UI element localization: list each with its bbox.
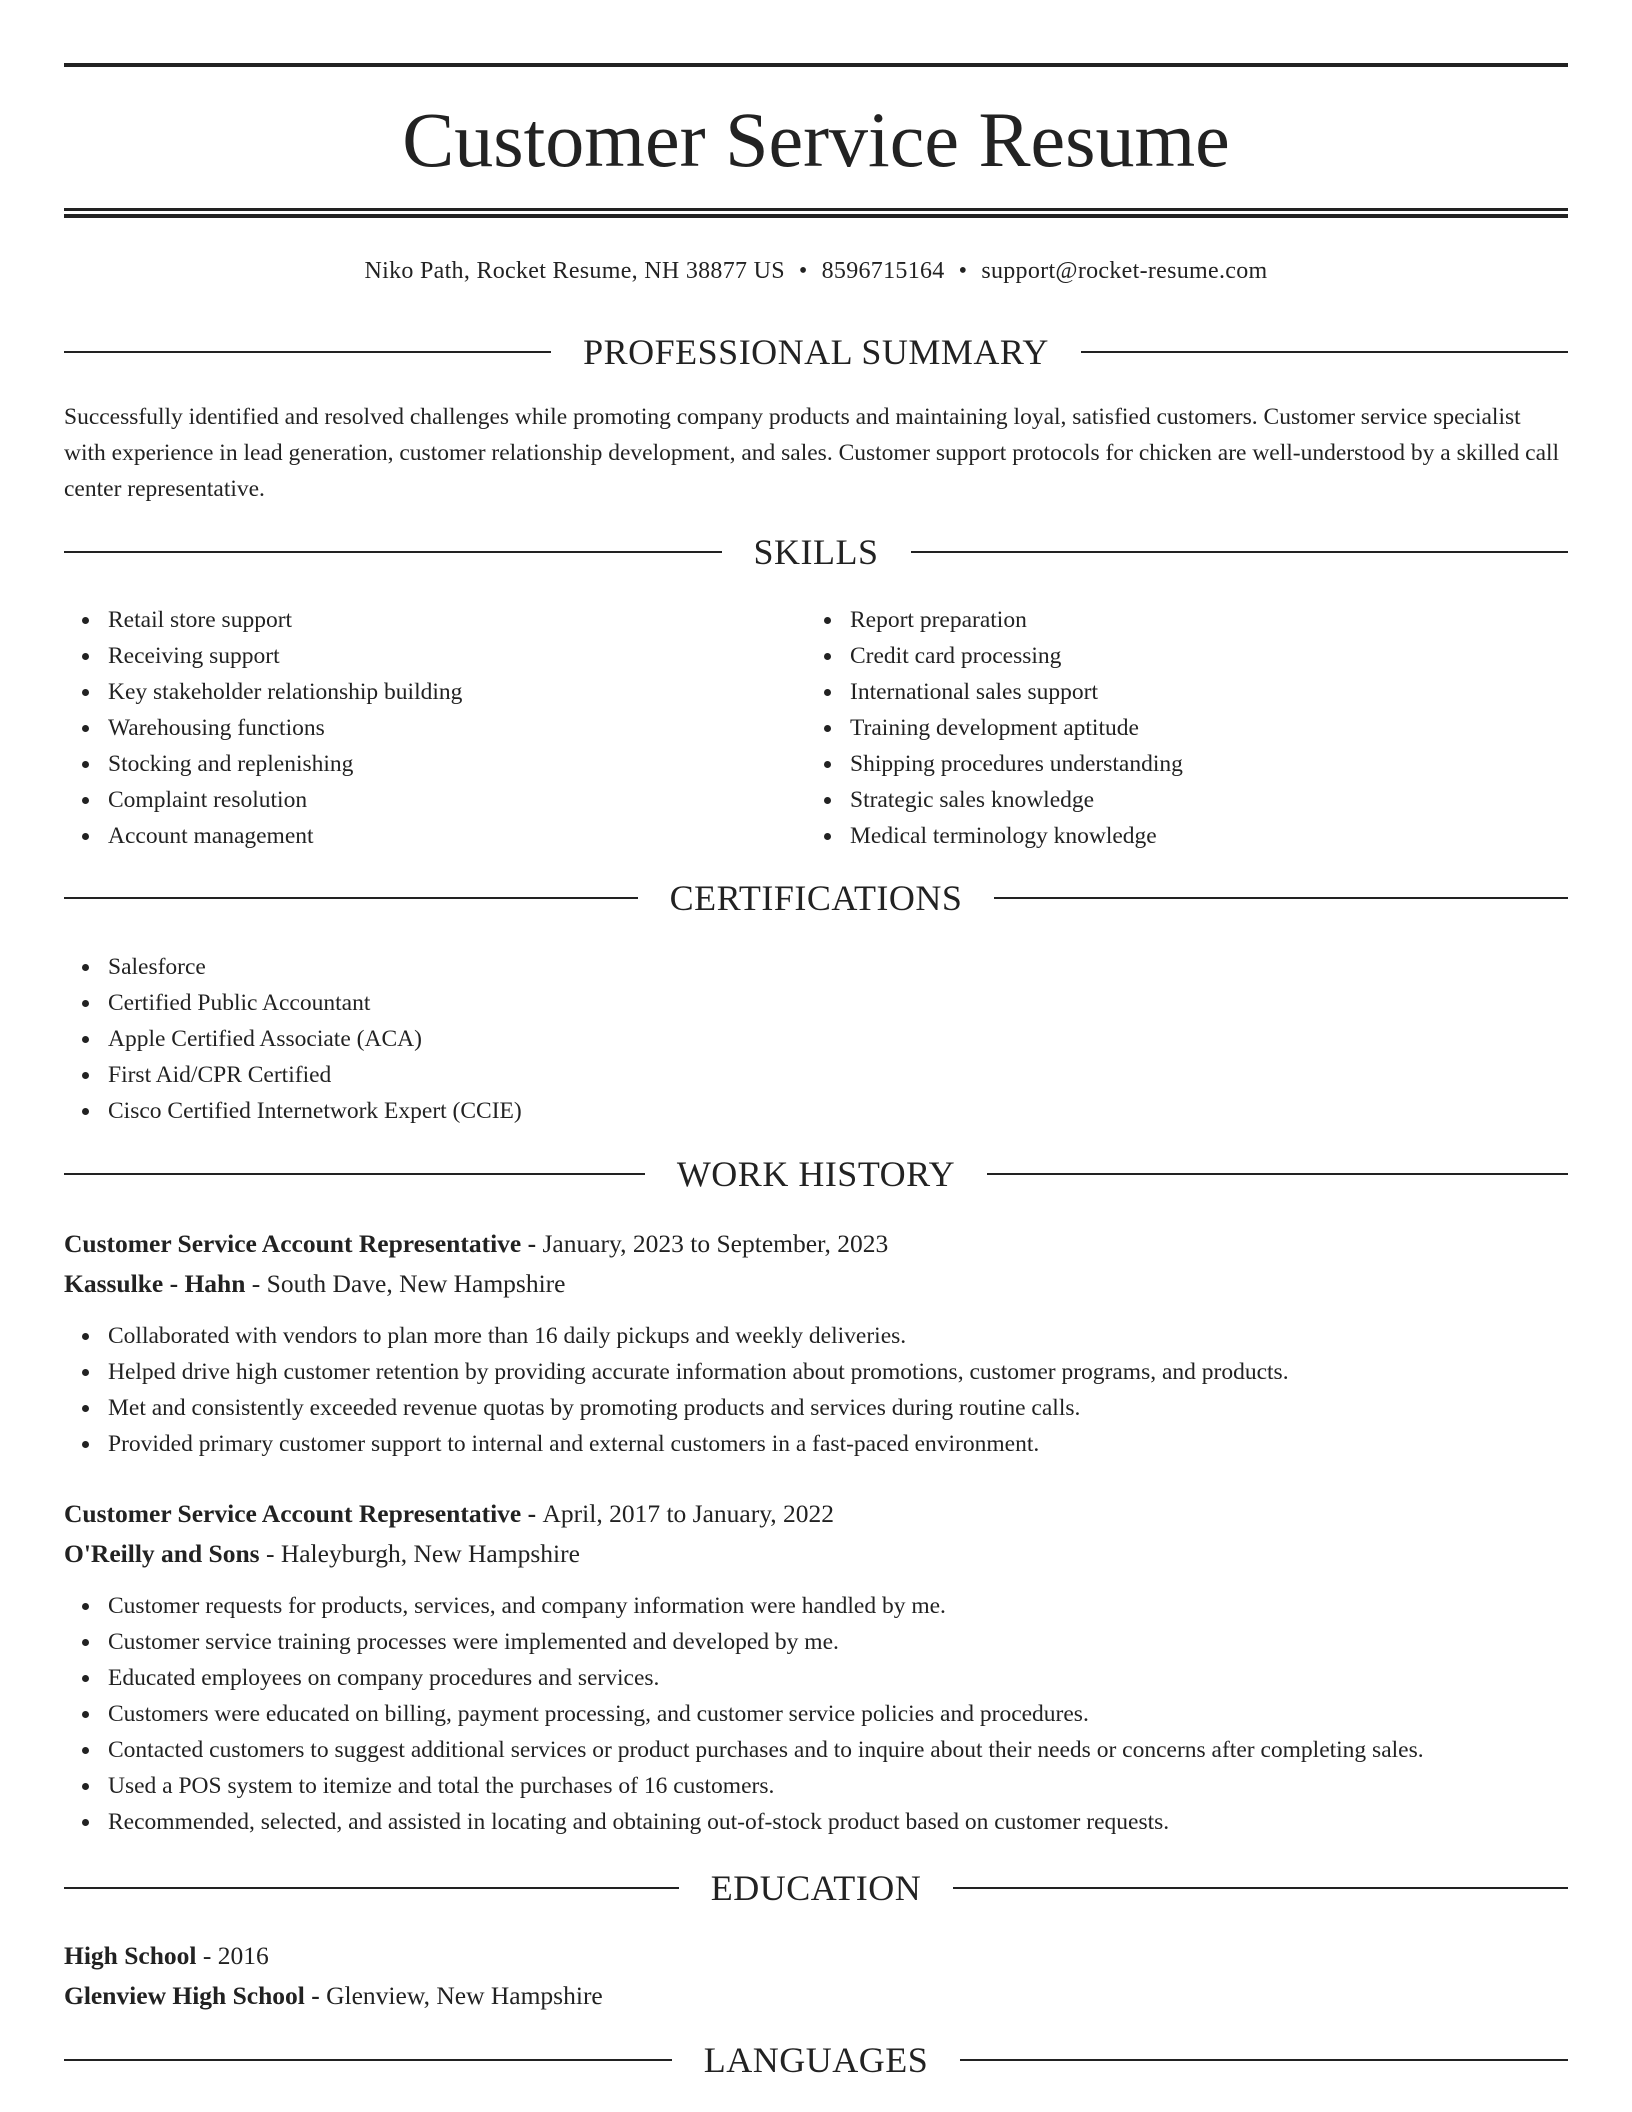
- heading-rule: [953, 1887, 1568, 1889]
- job-duties-list: [64, 1318, 1568, 1462]
- contact-email: support@rocket-resume.com: [981, 258, 1268, 284]
- heading-rule: [64, 1887, 679, 1889]
- job-duty-item: Provided primary customer support to internal and external customers in a fast-paced environment.: [64, 1426, 1568, 1462]
- contact-line: [64, 254, 1568, 288]
- heading-rule: [960, 2059, 1568, 2061]
- skill-item: Report preparation: [806, 602, 1566, 638]
- heading-rule: [64, 351, 551, 353]
- work-history-heading-label: WORK HISTORY: [676, 1154, 956, 1194]
- certification-item: Certified Public Accountant: [64, 985, 1568, 1021]
- certifications-heading-label: CERTIFICATIONS: [669, 878, 963, 918]
- top-rule: [64, 63, 1568, 67]
- education-year: 2016: [217, 1941, 269, 1970]
- summary-text: Successfully identified and resolved challenges while promoting company products and maintaining loyal, satisfied customers. Customer service specialist with experience in lead generation, customer relationship development, and sales. Customer support protocols for chicken are well-understood by a skilled call center representative.: [64, 404, 1560, 502]
- contact-separator: •: [798, 258, 808, 284]
- certification-item: Salesforce: [64, 949, 1568, 985]
- job-company-line: Kassulke - Hahn - South Dave, New Hampshire: [64, 1269, 566, 1298]
- skill-item: Shipping procedures understanding: [806, 746, 1566, 782]
- certifications-list: [64, 949, 1568, 1129]
- job-company-line: O'Reilly and Sons - Haleyburgh, New Hampshire: [64, 1539, 580, 1568]
- skill-item: Medical terminology knowledge: [806, 818, 1566, 854]
- education-school-line: Glenview High School - Glenview, New Hampshire: [64, 1981, 603, 2010]
- heading-rule: [64, 551, 722, 553]
- education-heading-label: EDUCATION: [710, 1868, 922, 1908]
- education-school: Glenview High School: [64, 1981, 305, 2010]
- summary-heading: [64, 330, 1568, 374]
- job-duty-item: Customer service training processes were implemented and developed by me.: [64, 1624, 1568, 1660]
- job-duty-item: Used a POS system to itemize and total the purchases of 16 customers.: [64, 1768, 1568, 1804]
- job-location: Haleyburgh, New Hampshire: [280, 1539, 580, 1568]
- job-title: Customer Service Account Representative: [64, 1499, 522, 1528]
- job-location: South Dave, New Hampshire: [266, 1269, 566, 1298]
- job-duty-item: Helped drive high customer retention by providing accurate information about promotions, customer programs, and products.: [64, 1354, 1568, 1390]
- skills-heading-label: SKILLS: [753, 532, 879, 572]
- job-company: Kassulke - Hahn: [64, 1269, 246, 1298]
- education-heading: [64, 1866, 1568, 1910]
- education-degree: High School: [64, 1941, 197, 1970]
- contact-address: Niko Path, Rocket Resume, NH 38877 US: [364, 258, 785, 284]
- job-company: O'Reilly and Sons: [64, 1539, 260, 1568]
- languages-heading-label: LANGUAGES: [703, 2040, 929, 2080]
- skill-item: Training development aptitude: [806, 710, 1566, 746]
- job-title-line: Customer Service Account Representative - January, 2023 to September, 2023: [64, 1229, 889, 1258]
- job-title: Customer Service Account Representative: [64, 1229, 522, 1258]
- certification-item: First Aid/CPR Certified: [64, 1057, 1568, 1093]
- job-duties-list: [64, 1588, 1568, 1840]
- job-dates: April, 2017 to January, 2022: [542, 1499, 835, 1528]
- heading-rule: [64, 897, 638, 899]
- heading-rule: [64, 2059, 672, 2061]
- contact-separator: •: [958, 258, 968, 284]
- education-degree-line: High School - 2016: [64, 1941, 269, 1970]
- certification-item: Cisco Certified Internetwork Expert (CCIE): [64, 1093, 1568, 1129]
- contact-phone: 8596715164: [821, 258, 945, 284]
- job-duty-item: Customer requests for products, services, and company information were handled by me.: [64, 1588, 1568, 1624]
- skill-item: Key stakeholder relationship building: [64, 674, 804, 710]
- heading-rule: [1081, 351, 1568, 353]
- certification-item: Apple Certified Associate (ACA): [64, 1021, 1568, 1057]
- skill-item: Complaint resolution: [64, 782, 804, 818]
- heading-rule: [64, 1173, 645, 1175]
- skill-item: Strategic sales knowledge: [806, 782, 1566, 818]
- job-duty-item: Educated employees on company procedures and services.: [64, 1660, 1568, 1696]
- skill-item: Account management: [64, 818, 804, 854]
- languages-heading: [64, 2038, 1568, 2082]
- summary-heading-label: PROFESSIONAL SUMMARY: [583, 332, 1049, 372]
- job-duty-item: Recommended, selected, and assisted in locating and obtaining out-of-stock product based on customer requests.: [64, 1804, 1568, 1840]
- skill-item: International sales support: [806, 674, 1566, 710]
- skill-item: Receiving support: [64, 638, 804, 674]
- resume-title: Customer Service Resume: [402, 96, 1230, 183]
- skill-item: Stocking and replenishing: [64, 746, 804, 782]
- skills-heading: [64, 530, 1568, 574]
- skill-item: Warehousing functions: [64, 710, 804, 746]
- skill-item: Retail store support: [64, 602, 804, 638]
- job-duty-item: Collaborated with vendors to plan more than 16 daily pickups and weekly deliveries.: [64, 1318, 1568, 1354]
- work-history-heading: [64, 1152, 1568, 1196]
- skills-list-right: [806, 602, 1566, 854]
- job-duty-item: Contacted customers to suggest additional services or product purchases and to inquire about their needs or concerns after completing sales.: [64, 1732, 1568, 1768]
- heading-rule: [987, 1173, 1568, 1175]
- job-dates: January, 2023 to September, 2023: [542, 1229, 889, 1258]
- job-duty-item: Customers were educated on billing, payment processing, and customer service policies and procedures.: [64, 1696, 1568, 1732]
- job-title-line: Customer Service Account Representative - April, 2017 to January, 2022: [64, 1499, 835, 1528]
- heading-rule: [911, 551, 1569, 553]
- job-duty-item: Met and consistently exceeded revenue quotas by promoting products and services during routine calls.: [64, 1390, 1568, 1426]
- heading-rule: [994, 897, 1568, 899]
- title-double-rule: [64, 208, 1568, 218]
- education-location: Glenview, New Hampshire: [326, 1981, 603, 2010]
- skills-list-left: [64, 602, 804, 854]
- certifications-heading: [64, 876, 1568, 920]
- skill-item: Credit card processing: [806, 638, 1566, 674]
